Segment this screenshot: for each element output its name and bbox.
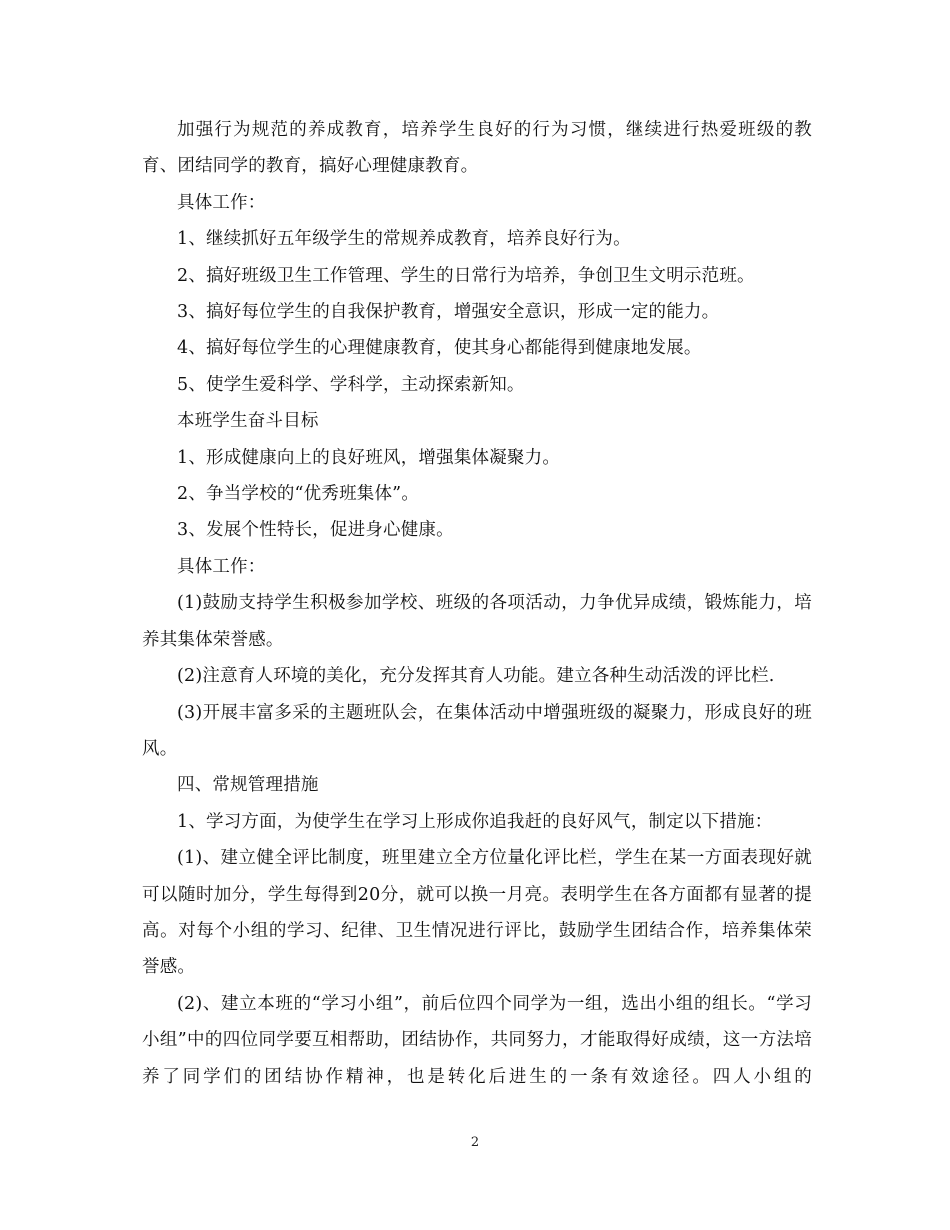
measure-item-2: (2)、建立本班的“学习小组”，前后位四个同学为一组，选出小组的组长。“学习小组”中的四位同学要互相帮助，团结协作，共同努力，才能取得好成绩，这一方法培养了同学们的团结协作精神，也是转化后进生的一条有效途径。四人小组的	[142, 993, 812, 1087]
list-item-5: 5、使学生爱科学、学科学，主动探索新知。	[177, 374, 525, 395]
work-item-3: (3)开展丰富多采的主题班队会，在集体活动中增强班级的凝聚力，形成良好的班风。	[142, 702, 812, 759]
paragraph-behavior-education: 加强行为规范的养成教育，培养学生良好的行为习惯，继续进行热爱班级的教育、团结同学的教育，搞好心理健康教育。	[142, 120, 812, 177]
work-item-1: (1)鼓励支持学生积极参加学校、班级的各项活动，力争优异成绩，锻炼能力，培养其集体荣誉感。	[142, 593, 812, 650]
work-item-2: (2)注意育人环境的美化，充分发挥其育人功能。建立各种生动活泼的评比栏.	[177, 666, 775, 687]
list-item-2: 2、搞好班级卫生工作管理、学生的日常行为培养，争创卫生文明示范班。	[177, 265, 755, 286]
document-body	[142, 112, 812, 1095]
measure-item-1: (1)、建立健全评比制度，班里建立全方位量化评比栏，学生在某一方面表现好就可以随时加分，学生每得到20分，就可以换一月亮。表明学生在各方面都有显著的提高。对每个小组的学习、纪律、卫生情况进行评比，鼓励学生团结合作，培养集体荣誉感。	[142, 848, 812, 978]
section-heading-routine-management: 四、常规管理措施	[177, 775, 319, 796]
list-item-1: 1、继续抓好五年级学生的常规养成教育，培养良好行为。	[177, 229, 631, 250]
goal-item-1: 1、形成健康向上的良好班风，增强集体凝聚力。	[177, 447, 561, 468]
list-item-3: 3、搞好每位学生的自我保护教育，增强安全意识，形成一定的能力。	[177, 302, 720, 323]
heading-class-goals: 本班学生奋斗目标	[177, 411, 319, 432]
goal-item-3: 3、发展个性特长，促进身心健康。	[177, 520, 454, 541]
heading-specific-work-1: 具体工作：	[177, 192, 266, 213]
list-item-4: 4、搞好每位学生的心理健康教育，使其身心都能得到健康地发展。	[177, 338, 702, 359]
page-number: 2	[470, 1135, 480, 1150]
heading-specific-work-2: 具体工作：	[177, 556, 266, 577]
measure-study-intro: 1、学习方面，为使学生在学习上形成你追我赶的良好风气，制定以下措施：	[177, 811, 773, 832]
goal-item-2: 2、争当学校的“优秀班集体”。	[177, 484, 420, 505]
